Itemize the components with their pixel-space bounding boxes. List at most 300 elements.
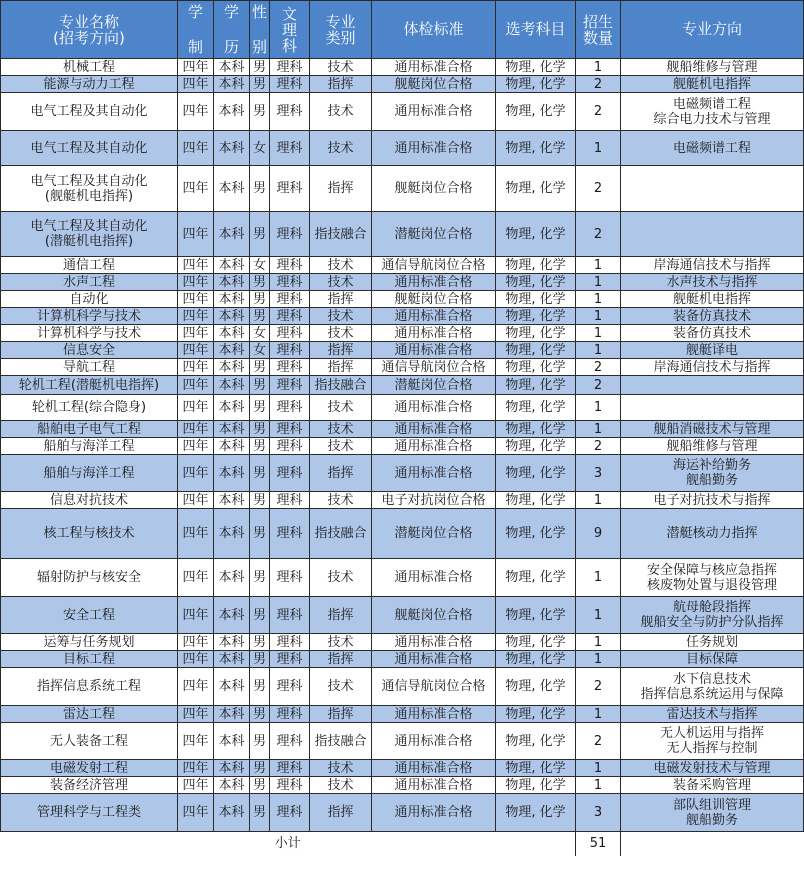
- cell-major: [1, 166, 178, 212]
- cell-category: 技术: [310, 59, 372, 76]
- cell-quota: 2: [576, 376, 621, 395]
- cell-major: [1, 131, 178, 166]
- cell-education: 本科: [214, 706, 250, 723]
- direction-line: 舰船安全与防护分队指挥: [640, 615, 784, 630]
- table-row: [1, 376, 804, 395]
- major-line: 电气工程及其自动化: [30, 104, 148, 119]
- table-row: [1, 212, 804, 257]
- cell-subjects: 物理, 化学: [496, 492, 576, 509]
- cell-gender: 男: [250, 308, 270, 325]
- cell-category: 技术: [310, 395, 372, 421]
- cell-category: 指挥: [310, 794, 372, 832]
- cell-education: 本科: [214, 794, 250, 832]
- cell-education: 本科: [214, 777, 250, 794]
- cell-major: [1, 342, 178, 359]
- cell-duration: 四年: [178, 274, 214, 291]
- cell-duration: 四年: [178, 93, 214, 131]
- cell-subjects: 物理, 化学: [496, 723, 576, 760]
- direction-line: 海运补给勤务: [672, 458, 751, 473]
- cell-duration: 四年: [178, 559, 214, 597]
- table-row: [1, 438, 804, 455]
- cell-quota: 2: [576, 359, 621, 376]
- cell-duration: 四年: [178, 597, 214, 634]
- cell-quota: 1: [576, 257, 621, 274]
- direction-line: 装备采购管理: [672, 777, 751, 793]
- cell-subjects: 物理, 化学: [496, 212, 576, 257]
- cell-subjects: 物理, 化学: [496, 257, 576, 274]
- direction-line: 舰船维修与管理: [666, 59, 758, 75]
- cell-gender: 男: [250, 376, 270, 395]
- cell-duration: 四年: [178, 359, 214, 376]
- cell-category: 技术: [310, 93, 372, 131]
- cell-duration: 四年: [178, 668, 214, 706]
- cell-education: 本科: [214, 93, 250, 131]
- major-line: 轮机工程(综合隐身): [31, 400, 147, 415]
- cell-duration: 四年: [178, 777, 214, 794]
- cell-education: 本科: [214, 597, 250, 634]
- cell-quota: 2: [576, 668, 621, 706]
- cell-quota: 1: [576, 777, 621, 794]
- cell-duration: 四年: [178, 651, 214, 668]
- cell-subjects: 物理, 化学: [496, 668, 576, 706]
- cell-track: 理科: [270, 308, 310, 325]
- cell-category: 技术: [310, 131, 372, 166]
- major-line: (潜艇机电指挥): [44, 234, 134, 249]
- cell-track: 理科: [270, 794, 310, 832]
- table-row: [1, 706, 804, 723]
- header-category: 专业 类别: [310, 1, 372, 59]
- cell-gender: 男: [250, 455, 270, 492]
- table-row: [1, 723, 804, 760]
- cell-physical: 通用标准合格: [372, 634, 496, 651]
- table-row: [1, 59, 804, 76]
- cell-quota: 1: [576, 597, 621, 634]
- cell-education: 本科: [214, 509, 250, 559]
- cell-education: 本科: [214, 668, 250, 706]
- cell-subjects: 物理, 化学: [496, 76, 576, 93]
- direction-line: 电子对抗技术与指挥: [653, 492, 771, 508]
- direction-line: 电磁频谱工程: [672, 140, 751, 156]
- cell-physical: 通用标准合格: [372, 59, 496, 76]
- direction-line: 岸海通信技术与指挥: [653, 359, 771, 375]
- cell-gender: 女: [250, 325, 270, 342]
- cell-quota: 2: [576, 438, 621, 455]
- cell-education: 本科: [214, 131, 250, 166]
- cell-direction: [621, 395, 804, 421]
- cell-direction: [621, 376, 804, 395]
- cell-category: 技术: [310, 421, 372, 438]
- cell-category: 指挥: [310, 166, 372, 212]
- major-line: 电气工程及其自动化: [30, 219, 148, 234]
- major-line: 计算机科学与技术: [36, 325, 141, 341]
- cell-duration: 四年: [178, 212, 214, 257]
- cell-gender: 男: [250, 359, 270, 376]
- table-row: [1, 166, 804, 212]
- cell-subjects: 物理, 化学: [496, 455, 576, 492]
- cell-education: 本科: [214, 559, 250, 597]
- cell-subjects: 物理, 化学: [496, 308, 576, 325]
- cell-gender: 男: [250, 777, 270, 794]
- cell-quota: 1: [576, 760, 621, 777]
- major-line: 雷达工程: [62, 706, 115, 722]
- direction-line: 水声技术与指挥: [666, 274, 758, 290]
- cell-gender: 女: [250, 257, 270, 274]
- cell-track: 理科: [270, 559, 310, 597]
- cell-direction: [621, 359, 804, 376]
- cell-physical: 潜艇岗位合格: [372, 509, 496, 559]
- direction-line: 部队组训管理: [672, 797, 751, 813]
- subtotal-row: [1, 832, 804, 856]
- cell-quota: 1: [576, 59, 621, 76]
- cell-quota: 2: [576, 723, 621, 760]
- cell-category: 技术: [310, 760, 372, 777]
- cell-direction: [621, 212, 804, 257]
- cell-direction: [621, 325, 804, 342]
- cell-direction: [621, 342, 804, 359]
- direction-line: 舰艇译电: [685, 342, 738, 358]
- cell-category: 指技融合: [310, 376, 372, 395]
- cell-direction: [621, 274, 804, 291]
- cell-subjects: 物理, 化学: [496, 342, 576, 359]
- cell-category: 技术: [310, 438, 372, 455]
- cell-major: [1, 274, 178, 291]
- cell-track: 理科: [270, 438, 310, 455]
- cell-track: 理科: [270, 492, 310, 509]
- header-gender: 性 别: [250, 1, 270, 59]
- cell-quota: 9: [576, 509, 621, 559]
- cell-physical: 舰艇岗位合格: [372, 166, 496, 212]
- header-duration: 学 制: [178, 1, 214, 59]
- cell-education: 本科: [214, 359, 250, 376]
- cell-major: [1, 325, 178, 342]
- cell-gender: 男: [250, 93, 270, 131]
- table-row: [1, 308, 804, 325]
- direction-line: 舰船勤务: [685, 812, 738, 828]
- cell-education: 本科: [214, 723, 250, 760]
- cell-track: 理科: [270, 421, 310, 438]
- cell-duration: 四年: [178, 376, 214, 395]
- major-line: 船舶与海洋工程: [43, 465, 135, 481]
- cell-category: 指挥: [310, 597, 372, 634]
- direction-line: 装备仿真技术: [672, 308, 751, 324]
- cell-subjects: 物理, 化学: [496, 421, 576, 438]
- cell-major: [1, 723, 178, 760]
- cell-education: 本科: [214, 438, 250, 455]
- cell-education: 本科: [214, 274, 250, 291]
- header-education: 学 历: [214, 1, 250, 59]
- cell-gender: 男: [250, 559, 270, 597]
- cell-direction: [621, 166, 804, 212]
- direction-line: 舰艇机电指挥: [672, 76, 751, 92]
- header-direction: 专业方向: [621, 1, 804, 59]
- cell-duration: 四年: [178, 760, 214, 777]
- cell-gender: 男: [250, 166, 270, 212]
- major-line: 电气工程及其自动化: [30, 140, 148, 156]
- cell-track: 理科: [270, 274, 310, 291]
- cell-duration: 四年: [178, 59, 214, 76]
- table-row: [1, 651, 804, 668]
- cell-quota: 1: [576, 492, 621, 509]
- cell-direction: [621, 131, 804, 166]
- cell-gender: 男: [250, 59, 270, 76]
- table-row: [1, 274, 804, 291]
- cell-track: 理科: [270, 723, 310, 760]
- cell-track: 理科: [270, 342, 310, 359]
- cell-gender: 男: [250, 634, 270, 651]
- cell-major: [1, 438, 178, 455]
- table-row: [1, 342, 804, 359]
- table-row: [1, 455, 804, 492]
- cell-category: 指技融合: [310, 723, 372, 760]
- cell-education: 本科: [214, 376, 250, 395]
- cell-quota: 1: [576, 559, 621, 597]
- cell-physical: 通用标准合格: [372, 706, 496, 723]
- cell-category: 指挥: [310, 455, 372, 492]
- cell-quota: 1: [576, 131, 621, 166]
- cell-category: 指技融合: [310, 212, 372, 257]
- cell-direction: [621, 760, 804, 777]
- major-line: 安全工程: [62, 607, 115, 623]
- cell-category: 指挥: [310, 76, 372, 93]
- cell-subjects: 物理, 化学: [496, 509, 576, 559]
- cell-gender: 男: [250, 651, 270, 668]
- cell-direction: [621, 257, 804, 274]
- cell-major: [1, 308, 178, 325]
- cell-physical: 电子对抗岗位合格: [372, 492, 496, 509]
- cell-major: [1, 376, 178, 395]
- cell-subjects: 物理, 化学: [496, 291, 576, 308]
- cell-physical: 通信导航岗位合格: [372, 359, 496, 376]
- cell-physical: 通用标准合格: [372, 93, 496, 131]
- cell-direction: [621, 455, 804, 492]
- cell-major: [1, 59, 178, 76]
- cell-direction: [621, 668, 804, 706]
- cell-duration: 四年: [178, 325, 214, 342]
- direction-line: 核废物处置与退役管理: [646, 577, 777, 593]
- cell-physical: 通信导航岗位合格: [372, 257, 496, 274]
- cell-subjects: 物理, 化学: [496, 131, 576, 166]
- cell-quota: 2: [576, 212, 621, 257]
- cell-quota: 1: [576, 308, 621, 325]
- cell-duration: 四年: [178, 342, 214, 359]
- major-line: 通信工程: [62, 257, 115, 273]
- cell-track: 理科: [270, 376, 310, 395]
- cell-physical: 通用标准合格: [372, 308, 496, 325]
- cell-major: [1, 291, 178, 308]
- cell-category: 指挥: [310, 291, 372, 308]
- direction-line: 舰船勤务: [685, 473, 738, 488]
- cell-major: [1, 509, 178, 559]
- cell-physical: 通用标准合格: [372, 651, 496, 668]
- cell-physical: 通用标准合格: [372, 455, 496, 492]
- cell-physical: 潜艇岗位合格: [372, 376, 496, 395]
- cell-quota: 1: [576, 634, 621, 651]
- cell-physical: 通信导航岗位合格: [372, 668, 496, 706]
- cell-physical: 舰艇岗位合格: [372, 76, 496, 93]
- cell-duration: 四年: [178, 308, 214, 325]
- table-row: [1, 359, 804, 376]
- cell-direction: [621, 723, 804, 760]
- cell-category: 指挥: [310, 706, 372, 723]
- subtotal-value: 51: [576, 832, 621, 856]
- cell-gender: 女: [250, 342, 270, 359]
- cell-category: 指挥: [310, 359, 372, 376]
- cell-category: 指挥: [310, 651, 372, 668]
- cell-gender: 男: [250, 395, 270, 421]
- cell-quota: 2: [576, 76, 621, 93]
- cell-major: [1, 455, 178, 492]
- cell-direction: [621, 421, 804, 438]
- cell-direction: [621, 794, 804, 832]
- major-line: 指挥信息系统工程: [36, 679, 141, 694]
- direction-line: 装备仿真技术: [672, 325, 751, 341]
- cell-gender: 男: [250, 723, 270, 760]
- cell-category: 指挥: [310, 342, 372, 359]
- cell-category: 技术: [310, 274, 372, 291]
- cell-physical: 通用标准合格: [372, 342, 496, 359]
- cell-subjects: 物理, 化学: [496, 634, 576, 651]
- major-line: 辐射防护与核安全: [36, 570, 141, 585]
- cell-track: 理科: [270, 359, 310, 376]
- cell-physical: 通用标准合格: [372, 274, 496, 291]
- direction-line: 舰船消磁技术与管理: [653, 421, 771, 437]
- major-line: 运筹与任务规划: [43, 634, 135, 650]
- major-line: 装备经济管理: [49, 777, 128, 793]
- major-line: 计算机科学与技术: [36, 308, 141, 324]
- cell-direction: [621, 651, 804, 668]
- cell-category: 技术: [310, 308, 372, 325]
- cell-category: 技术: [310, 668, 372, 706]
- cell-education: 本科: [214, 760, 250, 777]
- cell-direction: [621, 438, 804, 455]
- cell-gender: 男: [250, 794, 270, 832]
- cell-physical: 舰艇岗位合格: [372, 291, 496, 308]
- cell-major: [1, 794, 178, 832]
- direction-line: 水下信息技术: [672, 671, 751, 687]
- cell-track: 理科: [270, 257, 310, 274]
- cell-education: 本科: [214, 212, 250, 257]
- cell-category: 技术: [310, 777, 372, 794]
- major-line: 机械工程: [62, 59, 115, 75]
- cell-duration: 四年: [178, 421, 214, 438]
- major-line: 能源与动力工程: [43, 76, 135, 92]
- cell-physical: 通用标准合格: [372, 559, 496, 597]
- cell-subjects: 物理, 化学: [496, 359, 576, 376]
- direction-line: 无人指挥与控制: [666, 741, 758, 756]
- header-subjects: 选考科目: [496, 1, 576, 59]
- cell-direction: [621, 706, 804, 723]
- cell-direction: [621, 308, 804, 325]
- header-physical: 体检标准: [372, 1, 496, 59]
- cell-duration: 四年: [178, 257, 214, 274]
- cell-education: 本科: [214, 492, 250, 509]
- cell-quota: 3: [576, 455, 621, 492]
- cell-physical: 通用标准合格: [372, 723, 496, 760]
- cell-subjects: 物理, 化学: [496, 706, 576, 723]
- cell-major: [1, 395, 178, 421]
- cell-duration: 四年: [178, 76, 214, 93]
- cell-direction: [621, 492, 804, 509]
- cell-direction: [621, 93, 804, 131]
- table-row: [1, 421, 804, 438]
- cell-education: 本科: [214, 421, 250, 438]
- header-major: 专业名称 (招考方向): [1, 1, 178, 59]
- cell-quota: 1: [576, 421, 621, 438]
- table-row: [1, 257, 804, 274]
- cell-gender: 男: [250, 291, 270, 308]
- cell-gender: 男: [250, 492, 270, 509]
- cell-major: [1, 597, 178, 634]
- cell-subjects: 物理, 化学: [496, 760, 576, 777]
- cell-category: 指技融合: [310, 509, 372, 559]
- major-line: 信息安全: [62, 342, 115, 358]
- cell-major: [1, 706, 178, 723]
- cell-major: [1, 651, 178, 668]
- table-row: [1, 291, 804, 308]
- cell-major: [1, 777, 178, 794]
- cell-education: 本科: [214, 308, 250, 325]
- direction-line: 电磁频谱工程: [672, 96, 751, 112]
- cell-physical: 通用标准合格: [372, 777, 496, 794]
- cell-subjects: 物理, 化学: [496, 166, 576, 212]
- direction-line: 安全保障与核应急指挥: [646, 562, 777, 578]
- cell-duration: 四年: [178, 291, 214, 308]
- major-line: 管理科学与工程类: [36, 805, 141, 820]
- cell-quota: 1: [576, 291, 621, 308]
- cell-track: 理科: [270, 455, 310, 492]
- cell-quota: 1: [576, 274, 621, 291]
- cell-track: 理科: [270, 668, 310, 706]
- cell-quota: 1: [576, 651, 621, 668]
- direction-line: 综合电力技术与管理: [653, 111, 771, 127]
- cell-subjects: 物理, 化学: [496, 59, 576, 76]
- direction-line: 航母舱段指挥: [672, 600, 751, 615]
- cell-physical: 通用标准合格: [372, 794, 496, 832]
- cell-education: 本科: [214, 455, 250, 492]
- cell-track: 理科: [270, 651, 310, 668]
- cell-duration: 四年: [178, 455, 214, 492]
- cell-track: 理科: [270, 597, 310, 634]
- table-row: [1, 325, 804, 342]
- cell-category: 技术: [310, 257, 372, 274]
- direction-line: 潜艇核动力指挥: [666, 526, 758, 541]
- direction-line: 雷达技术与指挥: [666, 706, 758, 722]
- table-row: [1, 668, 804, 706]
- cell-quota: 1: [576, 342, 621, 359]
- table-row: [1, 794, 804, 832]
- direction-line: 舰船维修与管理: [666, 438, 758, 454]
- cell-track: 理科: [270, 59, 310, 76]
- cell-direction: [621, 76, 804, 93]
- cell-duration: 四年: [178, 438, 214, 455]
- cell-subjects: 物理, 化学: [496, 597, 576, 634]
- cell-education: 本科: [214, 651, 250, 668]
- cell-duration: 四年: [178, 166, 214, 212]
- major-line: 船舶电子电气工程: [36, 421, 141, 437]
- cell-subjects: 物理, 化学: [496, 93, 576, 131]
- cell-direction: [621, 597, 804, 634]
- major-line: 电气工程及其自动化: [30, 173, 148, 189]
- cell-major: [1, 359, 178, 376]
- cell-major: [1, 492, 178, 509]
- cell-track: 理科: [270, 291, 310, 308]
- cell-subjects: 物理, 化学: [496, 325, 576, 342]
- cell-category: 技术: [310, 634, 372, 651]
- cell-education: 本科: [214, 395, 250, 421]
- cell-physical: 通用标准合格: [372, 325, 496, 342]
- table-row: [1, 597, 804, 634]
- cell-quota: 3: [576, 794, 621, 832]
